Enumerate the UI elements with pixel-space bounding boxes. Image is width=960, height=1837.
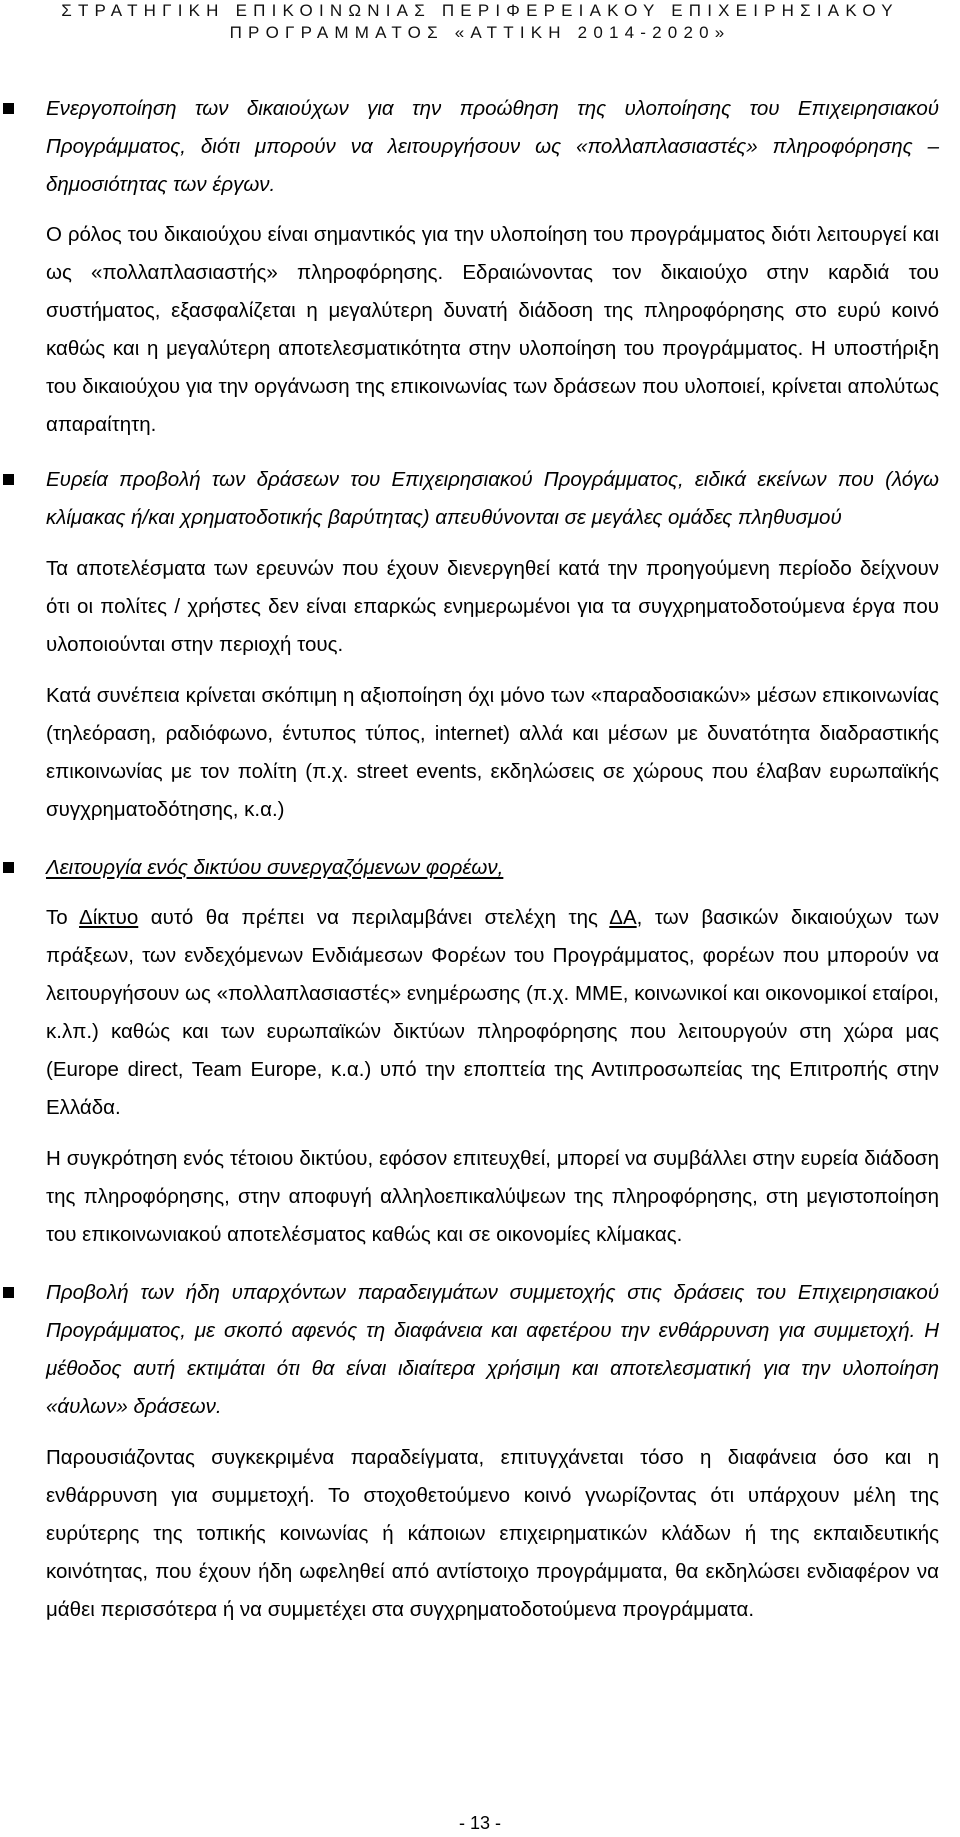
body-paragraph: Παρουσιάζοντας συγκεκριμένα παραδείγματα, επιτυγχάνεται τόσο η διαφάνεια όσο και η ενθάρρυνση για συμμετοχή. Το στοχοθετούμενο κοινό γνωρίζοντας ότι υπάρχουν μέλη της ευρύτερης της τοπικής κοινωνίας ή κάποιων επιχειρηματικών κλάδων ή της εκπαιδευτικής κοινότητας, που έχουν ήδη ωφεληθεί από αντίστοιχο προγράμματα, θα εκδηλώσει ενδιαφέρον να μάθει περισσότερα ή να συμμετέχει στα συγχρηματοδοτούμενα προγράμματα. (46, 1446, 939, 1621)
body-paragraph: Η συγκρότηση ενός τέτοιου δικτύου, εφόσον επιτευχθεί, μπορεί να συμβάλλει στην ευρεία διάδοση της πληροφόρησης, στην αποφυγή αλληλοεπικαλύψεων της πληροφόρησης, στη μεγιστοποίηση του επικοινωνιακού αποτελέσματος καθώς και σε οικονομίες κλίμακας. (46, 1147, 939, 1246)
page-number: - 13 - (458, 1813, 501, 1833)
document-body (46, 90, 939, 1629)
body-paragraph (46, 899, 939, 1127)
body-paragraph: Τα αποτελέσματα των ερευνών που έχουν διενεργηθεί κατά την προηγούμενη περίοδο δείχνουν ότι οι πολίτες / χρήστες δεν είναι επαρκώς ενημερωμένοι για τα συγχρηματοδοτούμενα έργα που υλοποιούνται στην περιοχή τους. (46, 557, 939, 656)
underlined-term: ΔΑ (609, 906, 637, 929)
header-line-2: ΠΡΟΓΡΑΜΜΑΤΟΣ «ΑΤΤΙΚΗ 2014-2020» (229, 23, 731, 42)
bullet-lead: Προβολή των ήδη υπαρχόντων παραδειγμάτων συμμετοχής στις δράσεις του Επιχειρησιακού Προγράμματος, με σκοπό αφενός τη διαφάνεια και αφετέρου την ενθάρρυνση για συμμετοχή. Η μέθοδος αυτή εκτιμάται ότι θα είναι ιδιαίτερα χρήσιμη και αποτελεσματική για την υλοποίηση «άυλων» δράσεων. (46, 1281, 939, 1418)
body-paragraph: Ο ρόλος του δικαιούχου είναι σημαντικός για την υλοποίηση του προγράμματος διότι λειτουργεί και ως «πολλαπλασιαστής» πληροφόρησης. Εδραιώνοντας τον δικαιούχο στην καρδιά του συστήματος, εξασφαλίζεται η μεγαλύτερη δυνατή διάδοση της πληροφόρησης στο ευρύ κοινό καθώς και η μεγαλύτερη αποτελεσματικότητα στην υλοποίηση του προγράμματος. Η υποστήριξη του δικαιούχου για την οργάνωση της επικοινωνίας των δράσεων που υλοποιεί, κρίνεται απολύτως απαραίτητη. (46, 223, 939, 436)
bullet-lead: Ενεργοποίηση των δικαιούχων για την προώθηση της υλοποίησης του Επιχειρησιακού Προγράμματος, διότι μπορούν να λειτουργήσουν ως «πολλαπλασιαστές» πληροφόρησης – δημοσιότητας των έργων. (46, 97, 939, 196)
bullet-item-beneficiaries (46, 90, 939, 444)
square-bullet-icon (3, 862, 14, 873)
square-bullet-icon (3, 1287, 14, 1298)
square-bullet-icon (3, 474, 14, 485)
bullet-lead: Λειτουργία ενός δικτύου συνεργαζόμενων φορέων, (46, 856, 504, 879)
header-line-1: ΣΤΡΑΤΗΓΙΚΗ ΕΠΙΚΟΙΝΩΝΙΑΣ ΠΕΡΙΦΕΡΕΙΑΚΟΥ ΕΠΙΧΕΙΡΗΣΙΑΚΟΥ (61, 1, 899, 20)
bullet-item-examples (46, 1274, 939, 1629)
underlined-term: Δίκτυο (79, 906, 139, 929)
paragraph-text: , των βασικών δικαιούχων των πράξεων, των ενδεχόμενων Ενδιάμεσων Φορέων του Προγράμματος, φορέων που μπορούν να λειτουργήσουν ως «πολλαπλασιαστές» ενημέρωσης (π.χ. ΜΜΕ, κοινωνικοί και οικονομικοί εταίροι, κ.λπ.) καθώς και των ευρωπαϊκών δικτύων πληροφόρησης που λειτουργούν στη χώρα μας (Europe direct, Team Europe, κ.α.) υπό την εποπτεία της Αντιπροσωπείας της Επιτροπής στην Ελλάδα. (46, 906, 939, 1119)
body-paragraph: Κατά συνέπεια κρίνεται σκόπιμη η αξιοποίηση όχι μόνο των «παραδοσιακών» μέσων επικοινωνίας (τηλεόραση, ραδιόφωνο, έντυπος τύπος, internet) αλλά και μέσων με δυνατότητα διαδραστικής επικοινωνίας με τον πολίτη (π.χ. street events, εκδηλώσεις σε χώρους που έλαβαν ευρωπαϊκής συγχρηματοδότησης, κ.α.) (46, 684, 939, 821)
page-header (0, 0, 960, 44)
square-bullet-icon (3, 103, 14, 114)
bullet-item-network (46, 849, 939, 1254)
bullet-lead: Ευρεία προβολή των δράσεων του Επιχειρησιακού Προγράμματος, ειδικά εκείνων που (λόγω κλίμακας ή/και χρηματοδοτικής βαρύτητας) απευθύνονται σε μεγάλες ομάδες πληθυσμού (46, 468, 939, 529)
bullet-item-wide-promotion (46, 461, 939, 829)
paragraph-text: αυτό θα πρέπει να περιλαμβάνει στελέχη της (138, 906, 610, 929)
paragraph-text: Το (46, 906, 80, 929)
